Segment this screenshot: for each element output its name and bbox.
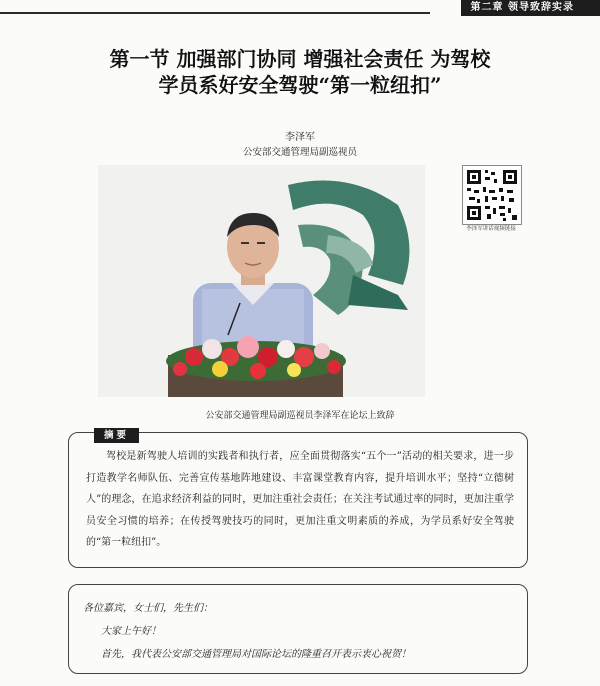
- title-line-2: 学员系好安全驾驶“第一粒纽扣”: [158, 73, 442, 97]
- speech-box: [68, 584, 528, 674]
- author-affiliation: 公安部交通管理局副巡视员: [242, 147, 357, 158]
- qr-code-pattern: [463, 166, 521, 224]
- speaker-photo-illustration: [98, 165, 425, 397]
- author-name: 李泽军: [285, 132, 315, 143]
- title-line-1: 第一节 加强部门协同 增强社会责任 为驾校: [109, 47, 491, 71]
- qr-code[interactable]: [462, 165, 522, 225]
- abstract-text: 驾校是新驾驶人培训的实践者和执行者，应全面贯彻落实“五个一”活动的相关要求，进一步打造教学名师队伍、完善宣传基地阵地建设、丰富课堂教育内容，提升培训水平；坚持“立德树人”的理念，在追求经济利益的同时，更加注重社会责任；在关注考试通过率的同时，更加注重学员安全习惯的培养；在传授驾驶技巧的同时，更加注重文明素质的养成，为学员系好安全驾驶的“第一粒纽扣”。: [86, 451, 514, 548]
- article-title: [40, 46, 560, 98]
- speech-line-3: 首先，我代表公安部交通管理局对国际论坛的隆重召开表示衷心祝贺！: [101, 649, 411, 660]
- chapter-label: 第二章 领导致辞实录: [461, 0, 600, 16]
- qr-caption: 李泽军讲话视频链接: [466, 226, 516, 232]
- speech-greeting: 各位嘉宾，女士们，先生们：: [83, 603, 213, 614]
- photo-caption: 公安部交通管理局副巡视员李泽军在论坛上致辞: [205, 411, 395, 421]
- speech-line-2: 大家上午好！: [101, 626, 161, 637]
- page-header: [0, 0, 600, 16]
- header-rule: [0, 12, 430, 14]
- abstract-label: 摘要: [94, 428, 139, 443]
- speaker-photo: [98, 165, 425, 397]
